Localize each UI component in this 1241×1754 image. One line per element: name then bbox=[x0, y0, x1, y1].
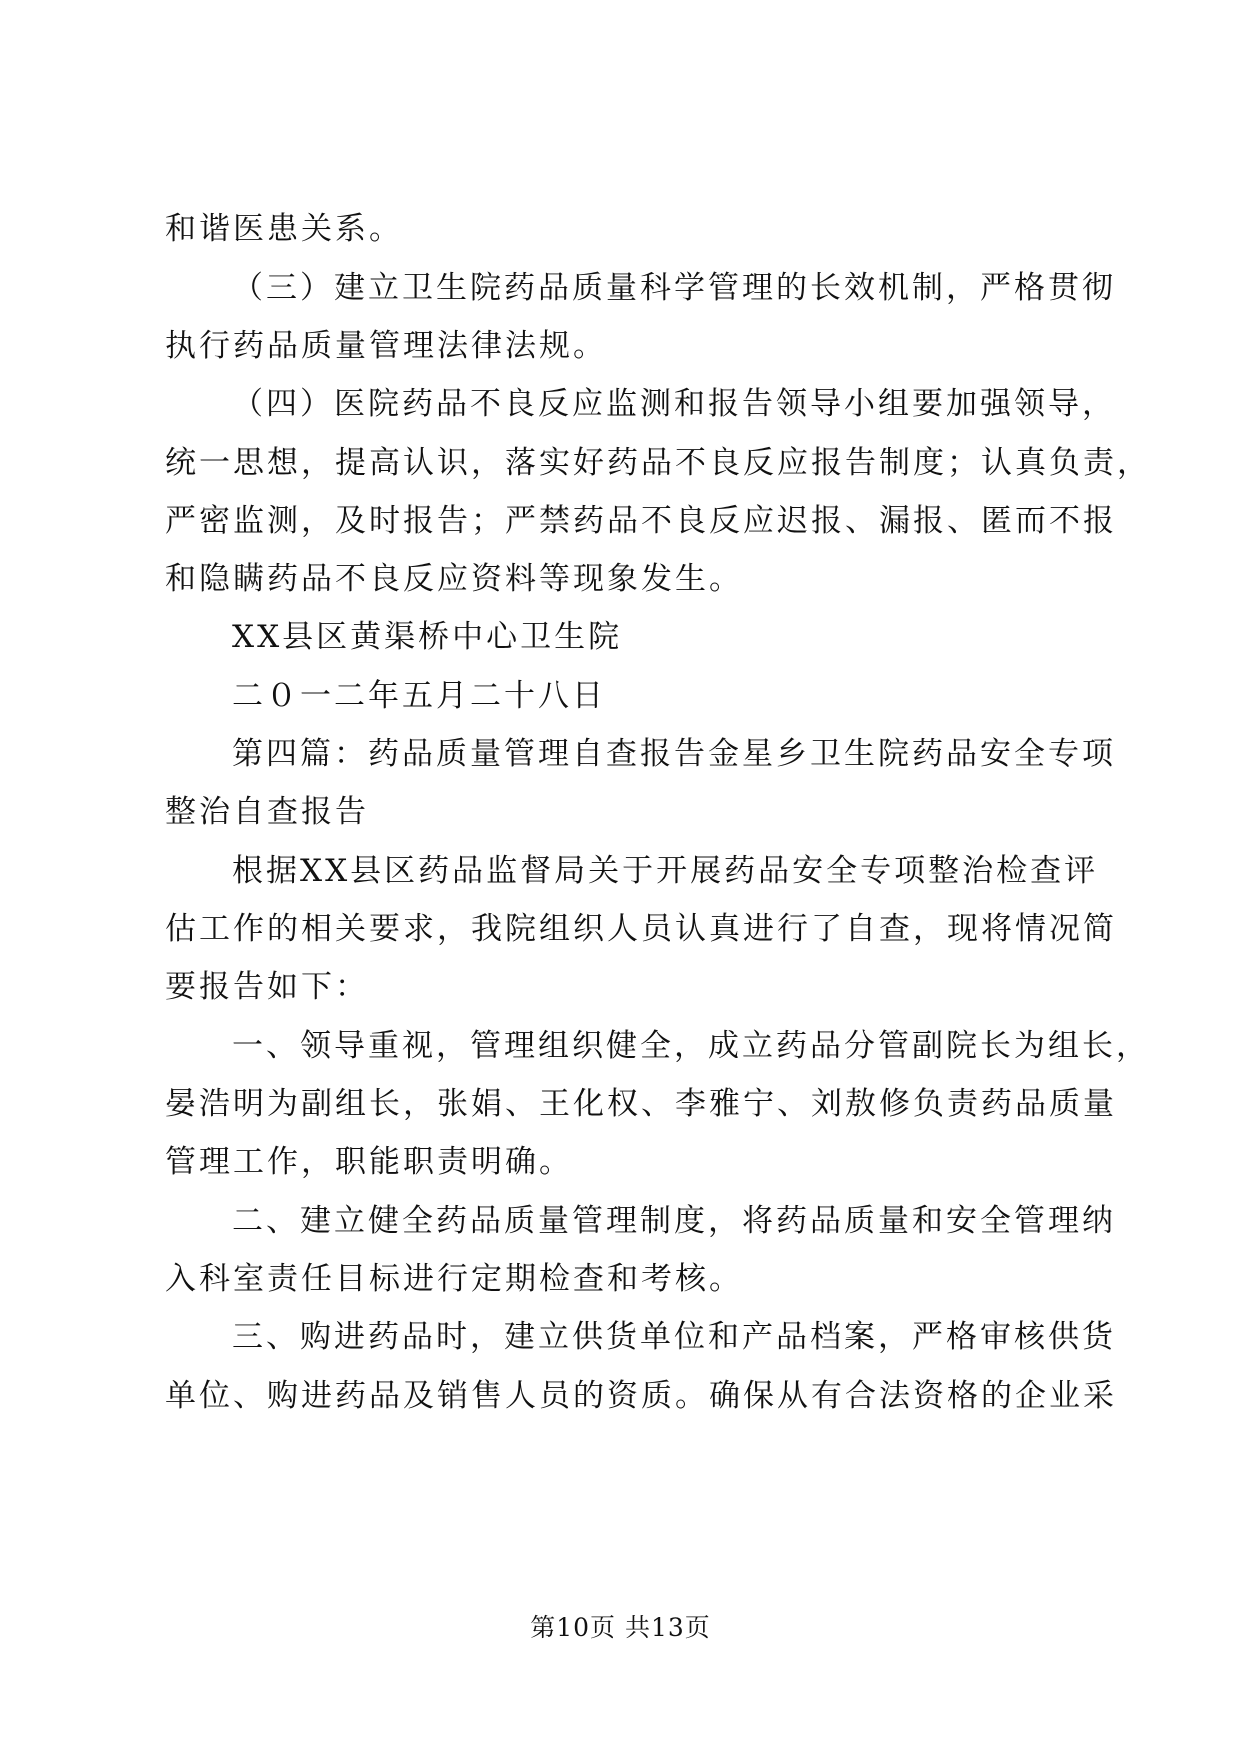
text-line-21: 单位、购进药品及销售人员的资质。确保从有合法资格的企业采 bbox=[165, 1378, 1117, 1414]
text-line-18: 二、建立健全药品质量管理制度，将药品质量和安全管理纳 bbox=[232, 1203, 1116, 1239]
text-line-9: 二０一二年五月二十八日 bbox=[232, 678, 606, 714]
text-line-16: 晏浩明为副组长，张娟、王化权、李雅宁、刘敖修负责药品质量 bbox=[165, 1086, 1117, 1122]
page-footer: 第10页 共13页 bbox=[530, 1613, 711, 1642]
text-line-4: （四）医院药品不良反应监测和报告领导小组要加强领导， bbox=[232, 386, 1116, 422]
text-line-17: 管理工作，职能职责明确。 bbox=[165, 1144, 573, 1180]
text-line-19: 入科室责任目标进行定期检查和考核。 bbox=[165, 1261, 743, 1297]
text-line-14: 要报告如下： bbox=[165, 969, 369, 1005]
text-line-15: 一、领导重视，管理组织健全，成立药品分管副院长为组长， bbox=[232, 1028, 1150, 1064]
text-line-3: 执行药品质量管理法律法规。 bbox=[165, 328, 607, 364]
text-line-5: 统一思想，提高认识，落实好药品不良反应报告制度；认真负责， bbox=[165, 445, 1151, 481]
text-line-10: 第四篇：药品质量管理自查报告金星乡卫生院药品安全专项 bbox=[232, 736, 1116, 772]
text-line-13: 估工作的相关要求，我院组织人员认真进行了自查，现将情况简 bbox=[165, 911, 1117, 947]
text-line-8: XX县区黄渠桥中心卫生院 bbox=[232, 619, 623, 655]
text-line-7: 和隐瞒药品不良反应资料等现象发生。 bbox=[165, 561, 743, 597]
text-line-20: 三、购进药品时，建立供货单位和产品档案，严格审核供货 bbox=[232, 1319, 1116, 1355]
text-line-6: 严密监测，及时报告；严禁药品不良反应迟报、漏报、匿而不报 bbox=[165, 503, 1117, 539]
text-line-12: 根据XX县区药品监督局关于开展药品安全专项整治检查评 bbox=[232, 853, 1099, 889]
text-line-11: 整治自查报告 bbox=[165, 794, 369, 830]
text-line-2: （三）建立卫生院药品质量科学管理的长效机制，严格贯彻 bbox=[232, 270, 1116, 306]
text-line-1: 和谐医患关系。 bbox=[165, 211, 403, 247]
